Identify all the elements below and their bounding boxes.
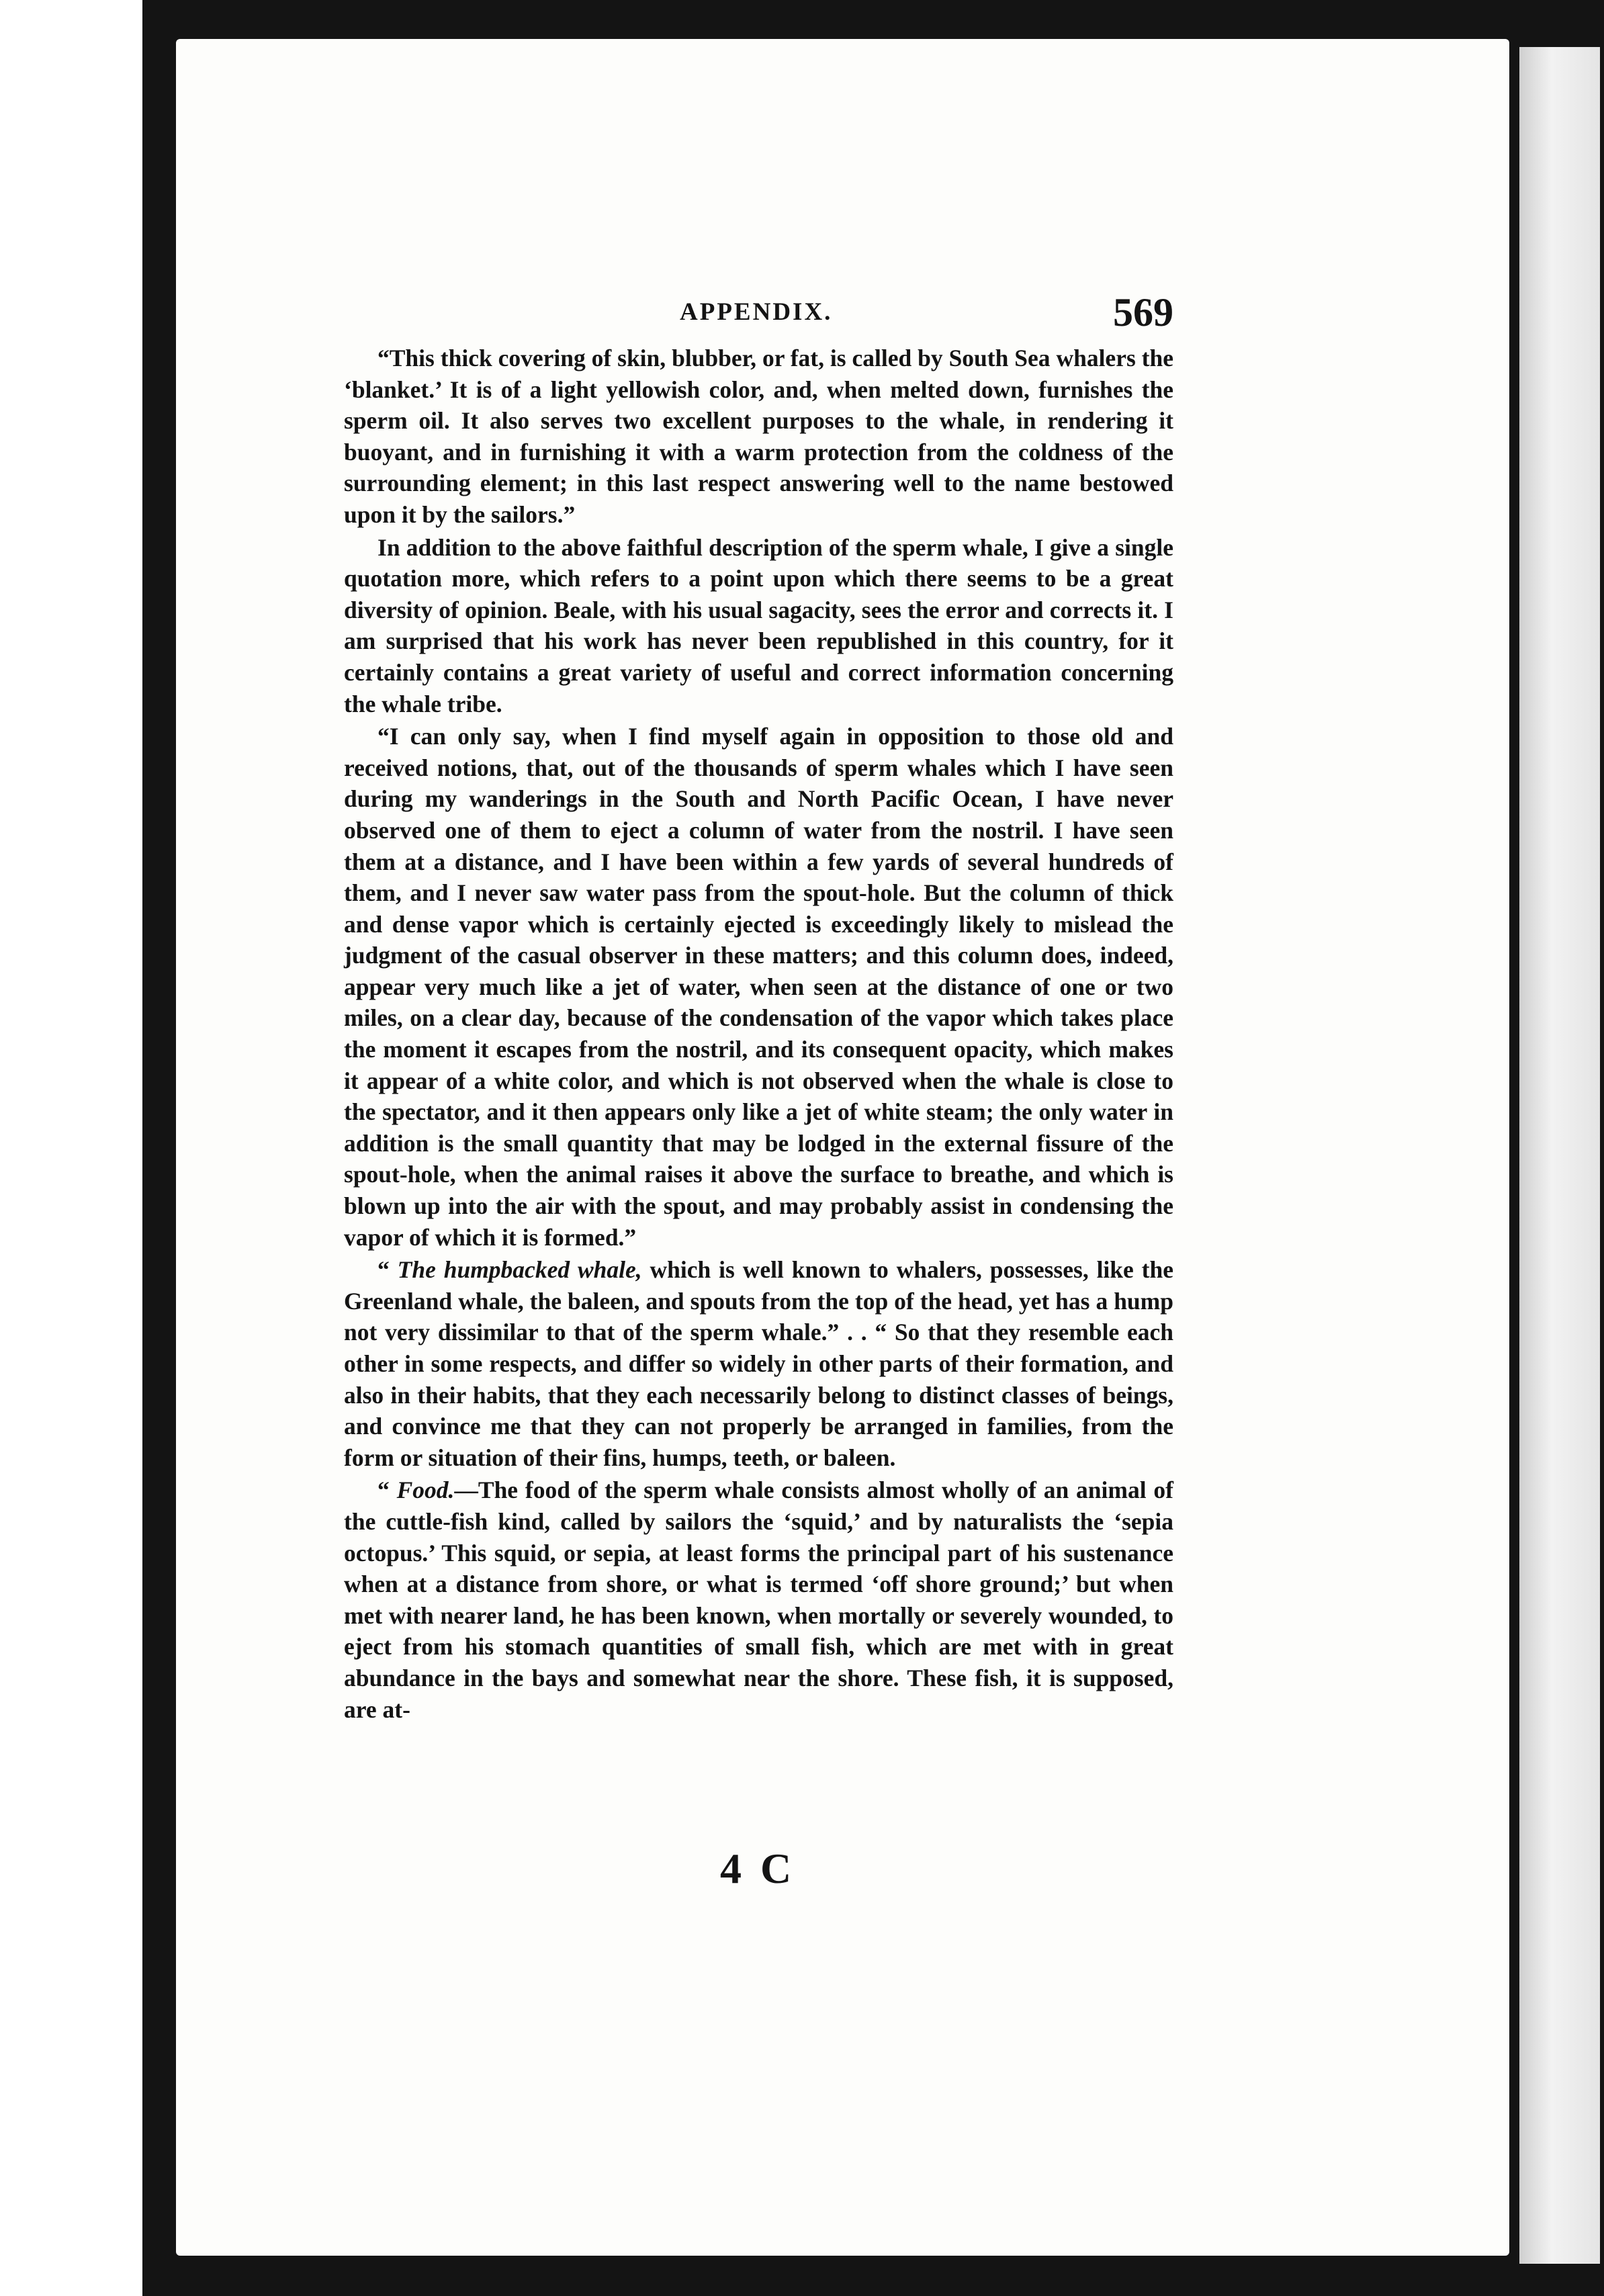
running-head: APPENDIX. <box>680 298 833 326</box>
page-number: 569 <box>1113 290 1173 335</box>
left-page-edge <box>0 0 142 2296</box>
page-header <box>344 289 1173 343</box>
paragraph-spout-quote: “I can only say, when I find myself again in opposition to those old and received notions, that, out of the thousands of sperm whales which I have seen during my wanderings in the South and North Pacific Ocean, I have never observed one of them to eject a column of water from the nostril. I have seen them at a distance, and I have been within a few yards of several hundreds of them, and I never saw water pass from the spout-hole. But the column of thick and dense vapor which is certainly ejected is exceedingly likely to mislead the judgment of the casual observer in these matters; and this column does, indeed, appear very much like a jet of water, when seen at the distance of one or two miles, on a clear day, because of the condensation of the vapor which takes place the moment it escapes from the nostril, and its consequent opacity, which makes it appear of a white color, and which is not observed when the whale is close to the spectator, and it then appears only like a jet of white steam; the only water in addition is the small quantity that may be lodged in the external fissure of the spout-hole, when the animal raises it above the surface to breathe, and which is blown up into the air with the spout, and may probably assist in condensing the vapor of which it is formed.” <box>344 723 1173 1251</box>
signature-mark: 4 C <box>720 1845 796 1892</box>
paragraph-blanket: “This thick covering of skin, blubber, or fat, is called by South Sea whalers the ‘blanket.’ It is of a light yellowish color, and, when melted down, furnishes the sperm oil. It also serves two excellent purposes to the whale, in rendering it buoyant, and in furnishing it with a warm protection from the coldness of the surrounding element; in this last respect answering well to the name bestowed upon it by the sailors.” <box>344 345 1173 528</box>
humpbacked-lead: The humpbacked whale, <box>397 1256 642 1284</box>
paragraph-food <box>344 1474 1173 1725</box>
food-text: —The food of the sperm whale consists almost wholly of an animal of the cuttle-fish kind, called by sailors the ‘squid,’ and by naturalists the ‘sepia octopus.’ This squid, or sepia, at least forms the principal part of his sustenance when at a distance from shore, or what is termed ‘off shore ground;’ but when met with nearer land, he has been known, when mortally or severely wounded, to eject from his stomach quantities of small fish, which are met with in great abundance in the bays and somewhat near the shore. These fish, it is supposed, are at- <box>344 1476 1173 1723</box>
paragraph-beale-intro: In addition to the above faithful description of the sperm whale, I give a single quotation more, which refers to a point upon which there seems to be a great diversity of opinion. Beale, with his usual sagacity, sees the error and corrects it. I am surprised that his work has never been republished in this country, for it certainly contains a great variety of useful and correct information concerning the whale tribe. <box>344 533 1173 717</box>
right-page-edge <box>1519 47 1600 2264</box>
page-text <box>344 289 1173 1725</box>
paragraph-humpbacked <box>344 1254 1173 1473</box>
opening-quote: “ <box>377 1256 398 1284</box>
food-lead: Food. <box>396 1476 455 1504</box>
humpbacked-text: which is well known to whalers, possesses, like the Greenland whale, the baleen, and spouts from the top of the head, yet has a hump not very dissimilar to that of the sperm whale.” . . “ So that they resemble each other in some respects, and differ so widely in other parts of their formation, and also in their habits, that they each necessarily belong to distinct classes of beings, and convince me that they can not properly be arranged in families, from the form or situation of their fins, humps, teeth, or baleen. <box>344 1256 1174 1471</box>
opening-quote: “ <box>377 1476 397 1504</box>
